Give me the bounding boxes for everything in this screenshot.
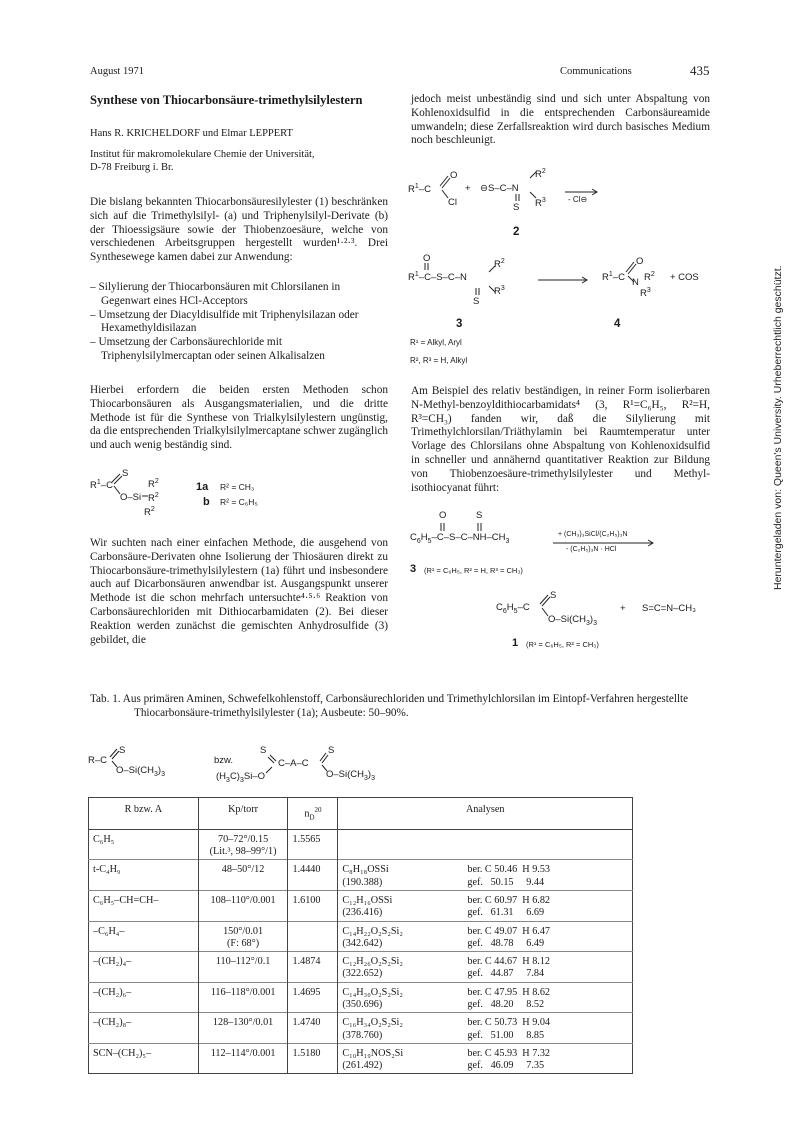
compound-label-3b: 3 — [410, 563, 417, 575]
table-structures: R–C S $O-Si(CH_3)_3$ bzw. S C–A–C S $(H_3C)_3Si-O$ $O-Si(CH_3)_3$ — [88, 745, 408, 785]
cell-kp: 110–112°/0.1 — [198, 952, 288, 983]
compound-label-1: 1 — [512, 637, 519, 649]
cell-analysis — [338, 829, 633, 860]
compound-label-1a: 1a — [196, 481, 209, 493]
cell-kp: 70–72°/0.15 (Lit.³, 98–99°/1) — [198, 829, 288, 860]
cell-nd: 1.6100 — [288, 890, 338, 921]
cell-r: C₆H₅ — [89, 829, 199, 860]
cell-nd: 1.5180 — [288, 1043, 338, 1074]
compound-label-1b: b — [203, 496, 210, 508]
column-header-nd: $n_D^{20}$ — [288, 798, 338, 830]
cell-analysis: C₁₄H₃₀O₂S₂Si₂ ber. C 47.95 H 8.62 (350.696) gef. 48.20 8.52 — [338, 982, 633, 1013]
table-row — [89, 1013, 633, 1044]
cell-kp: 150°/0.01 (F: 68°) — [198, 921, 288, 952]
page-number: 435 — [690, 63, 710, 78]
article-title: Synthese von Thiocarbonsäure-trimethylsilylestern — [90, 93, 363, 107]
header-date: August 1971 — [90, 66, 144, 77]
list-item: – Umsetzung der Carbonsäurechloride mit Triphenylsilylmercaptan oder seinen Alkalisalzen — [90, 336, 325, 362]
cell-nd: 1.4440 — [288, 860, 338, 891]
cell-kp: 48–50°/12 — [198, 860, 288, 891]
cell-analysis: C₁₀H₁₉NOS₂Si ber. C 45.93 H 7.32 (261.492) gef. 46.09 7.35 — [338, 1043, 633, 1074]
cell-analysis: C₁₂H₁₆OSSi ber. C 60.97 H 6.82 (236.416) gef. 61.31 6.69 — [338, 890, 633, 921]
conditions-3: (R¹ = C₆H₅, R² = H, R³ = CH₃) — [424, 566, 523, 575]
table-caption: Tab. 1. Aus primären Aminen, Schwefelkohlenstoff, Carbonsäurechloriden und Trimethylchlorsilan im Eintopf-Verfahren hergestellte Thiocarbonsäure-trimethylsilylester (1a); Ausbeute: 50–90%. — [90, 693, 689, 719]
legend-r2-r3: R², R³ = H, Alkyl — [410, 356, 468, 365]
cell-nd: 1.4695 — [288, 982, 338, 1013]
table-row — [89, 890, 633, 921]
left-paragraph-1: Die bislang bekannten Thiocarbonsäuresilylester (1) beschränken sich auf die Trimethylsilyl- (a) und Triphenylsilyl-Derivate (b) der Thioessigsäure sowie der Thiobenzoesäure, welche von verschiedenen Arbeitsgruppen hergestellt wurden¹·²·³. Drei Synthesewege kamen dabei zur Anwendung: — [90, 196, 388, 264]
cell-analysis: C₁₂H₂₆O₂S₂Si₂ ber. C 44.67 H 8.12 (322.652) gef. 44.87 7.84 — [338, 952, 633, 983]
cell-nd — [288, 921, 338, 952]
header-section: Communications — [560, 66, 632, 77]
cell-r: C₆H₅–CH=CH– — [89, 890, 199, 921]
table-row — [89, 921, 633, 952]
left-paragraph-3: Wir suchten nach einer einfachen Methode, die ausgehend von Carbonsäure-Derivaten ohne Isolierung der Thiosäuren direkt zu Thiocarbonsäure-trimethylsilylestern (1a) führt und insbesondere auch auf Dicarbonsäuren anwendbar ist. Ausgangspunkt unserer Methode ist die schon mehrfach untersuchte⁴·⁵·⁶ Reaktion von Carbonsäurechloriden mit Dithiocarbamidaten (2). Bei dieser Reaktion werden zunächst die gemischten Anhydrosulfide (3) gebildet, die — [90, 537, 388, 646]
cell-kp: 128–130°/0.01 — [198, 1013, 288, 1044]
left-paragraph-2: Hierbei erfordern die beiden ersten Methoden schon Thiocarbonsäuren als Ausgangsmaterialien, und die dritte Methode ist für die Synthese von Trialkylsilylestern ungünstig, da die entsprechenden Trialkylsilylmercaptane schwer zugänglich und auch wenig beständig sind. — [90, 384, 388, 452]
cell-kp: 112–114°/0.001 — [198, 1043, 288, 1074]
structure-1ab: $R^1-C$ S O–Si $R^2$ $R^2$ $R^2$ 1a R² = CH₃ b R² = C₆H₅ — [90, 468, 390, 528]
cell-nd: 1.5565 — [288, 829, 338, 860]
bzw-label: bzw. — [214, 755, 234, 766]
list-item: – Umsetzung der Diacyldisulfide mit Triphenylsilazan oder Hexamethyldisilazan — [90, 308, 359, 335]
cell-r: –(CH₂)₆– — [89, 982, 199, 1013]
byproduct-label: - (C₂H₅)₃N · HCl — [566, 546, 617, 553]
analysis-table — [88, 797, 633, 1074]
reaction-scheme-3: O S $C_6H_5-C-S-C-NH-CH_3$ + (CH₃)₃SiCl/(C₂H₅)₃N - (C₂H₅)₃N · HCl 3 (R¹ = C₆H₅, R² = H, R³ = CH₃) $C_6H_5-C$ S $O-Si(CH_3)_3$ + S=C=N–CH₃ 1 (R¹ = C₆H₅, R² = CH₃) — [410, 510, 710, 670]
cell-nd: 1.4740 — [288, 1013, 338, 1044]
affiliation-line-1: Institut für makromolekulare Chemie der Universität, — [90, 149, 315, 160]
cell-kp: 116–118°/0.001 — [198, 982, 288, 1013]
substituent-1b: R² = C₆H₅ — [220, 497, 258, 507]
download-notice: Heruntergeladen von: Queen's University. Urheberrechtlich geschützt. — [772, 265, 784, 590]
cell-r: –(CH₂)₄– — [89, 952, 199, 983]
cell-analysis: C₁₄H₂₂O₂S₂Si₂ ber. C 49.07 H 6.47 (342.642) gef. 48.78 6.49 — [338, 921, 633, 952]
byproduct-chloride: - Cl⊖ — [568, 195, 588, 204]
byproduct-cos: + COS — [670, 272, 699, 283]
substituent-1a: R² = CH₃ — [220, 482, 255, 492]
table-row — [89, 860, 633, 891]
right-paragraph-2: Am Beispiel des relativ beständigen, in reiner Form isolierbaren N-Methyl-benzoyldithiocarbamidats⁴ (3, R¹=C₆H₅, R²=H, R³=CH₃) fanden wir, daß die Silylierung mit Trimethylchlorsilan/Triäthylamin bei Raumtemperatur unter Vorlage des Chlorsilans ohne Abspaltung von Kohlenoxidsulfid in schneller und annähernd quantitativer Reaktion zur Bildung von Thiobenzoesäure-trimethylsilylester und Methyl-isothiocyanat führt: — [411, 385, 710, 494]
column-header-kp: Kp/torr — [198, 798, 288, 830]
methyl-isothiocyanate: S=C=N–CH₃ — [642, 603, 697, 614]
column-header-r: R bzw. A — [89, 798, 199, 830]
method-list — [90, 281, 388, 364]
authors: Hans R. KRICHELDORF und Elmar LEPPERT — [90, 128, 293, 139]
compound-label-4: 4 — [614, 318, 621, 330]
reagent-label: + (CH₃)₃SiCl/(C₂H₅)₃N — [558, 531, 628, 538]
conditions-1: (R¹ = C₆H₅, R² = CH₃) — [526, 640, 599, 649]
table-row — [89, 1043, 633, 1074]
right-paragraph-1: jedoch meist unbeständig sind und sich unter Abspaltung von Kohlenoxidsulfid in die entsprechenden Carbonsäureamide umwandeln; diese Zerfallsreaktion wird durch basisches Medium noch beschleunigt. — [411, 93, 710, 147]
cell-r: SCN–(CH₂)₅– — [89, 1043, 199, 1074]
affiliation-line-2: D-78 Freiburg i. Br. — [90, 162, 174, 173]
table-row — [89, 982, 633, 1013]
cell-kp: 108–110°/0.001 — [198, 890, 288, 921]
cell-r: –C₆H₄– — [89, 921, 199, 952]
compound-label-3: 3 — [456, 318, 463, 330]
cell-nd: 1.4874 — [288, 952, 338, 983]
cell-analysis: C₁₆H₃₄O₂S₂Si₂ ber. C 50.73 H 9.04 (378.760) gef. 51.00 8.85 — [338, 1013, 633, 1044]
compound-label-2: 2 — [513, 226, 520, 238]
list-item: – Silylierung der Thiocarbonsäuren mit Chlorsilanen in Gegenwart eines HCl-Acceptors — [90, 281, 341, 307]
table-row — [89, 829, 633, 860]
column-header-analysen: Analysen — [465, 804, 505, 815]
reaction-scheme-2: $R^1-C$ O Cl + ⊖S–C–N $R^2$ $R^3$ S - Cl⊖ 2 O $R^1-C-S-C-N$ $R^2$ $R^3$ S 3 $R^1-C$ O N $R^2$ $R^3$ + COS 4 R¹ = Alkyl, Aryl R², R³ = H, Alkyl — [408, 168, 708, 368]
cell-r: –(CH₂)₈– — [89, 1013, 199, 1044]
cell-analysis: C₈H₁₈OSSi ber. C 50.46 H 9.53 (190.388) gef. 50.15 9.44 — [338, 860, 633, 891]
cell-r: t-C₄H₉ — [89, 860, 199, 891]
legend-r1: R¹ = Alkyl, Aryl — [410, 338, 462, 347]
table-row — [89, 952, 633, 983]
